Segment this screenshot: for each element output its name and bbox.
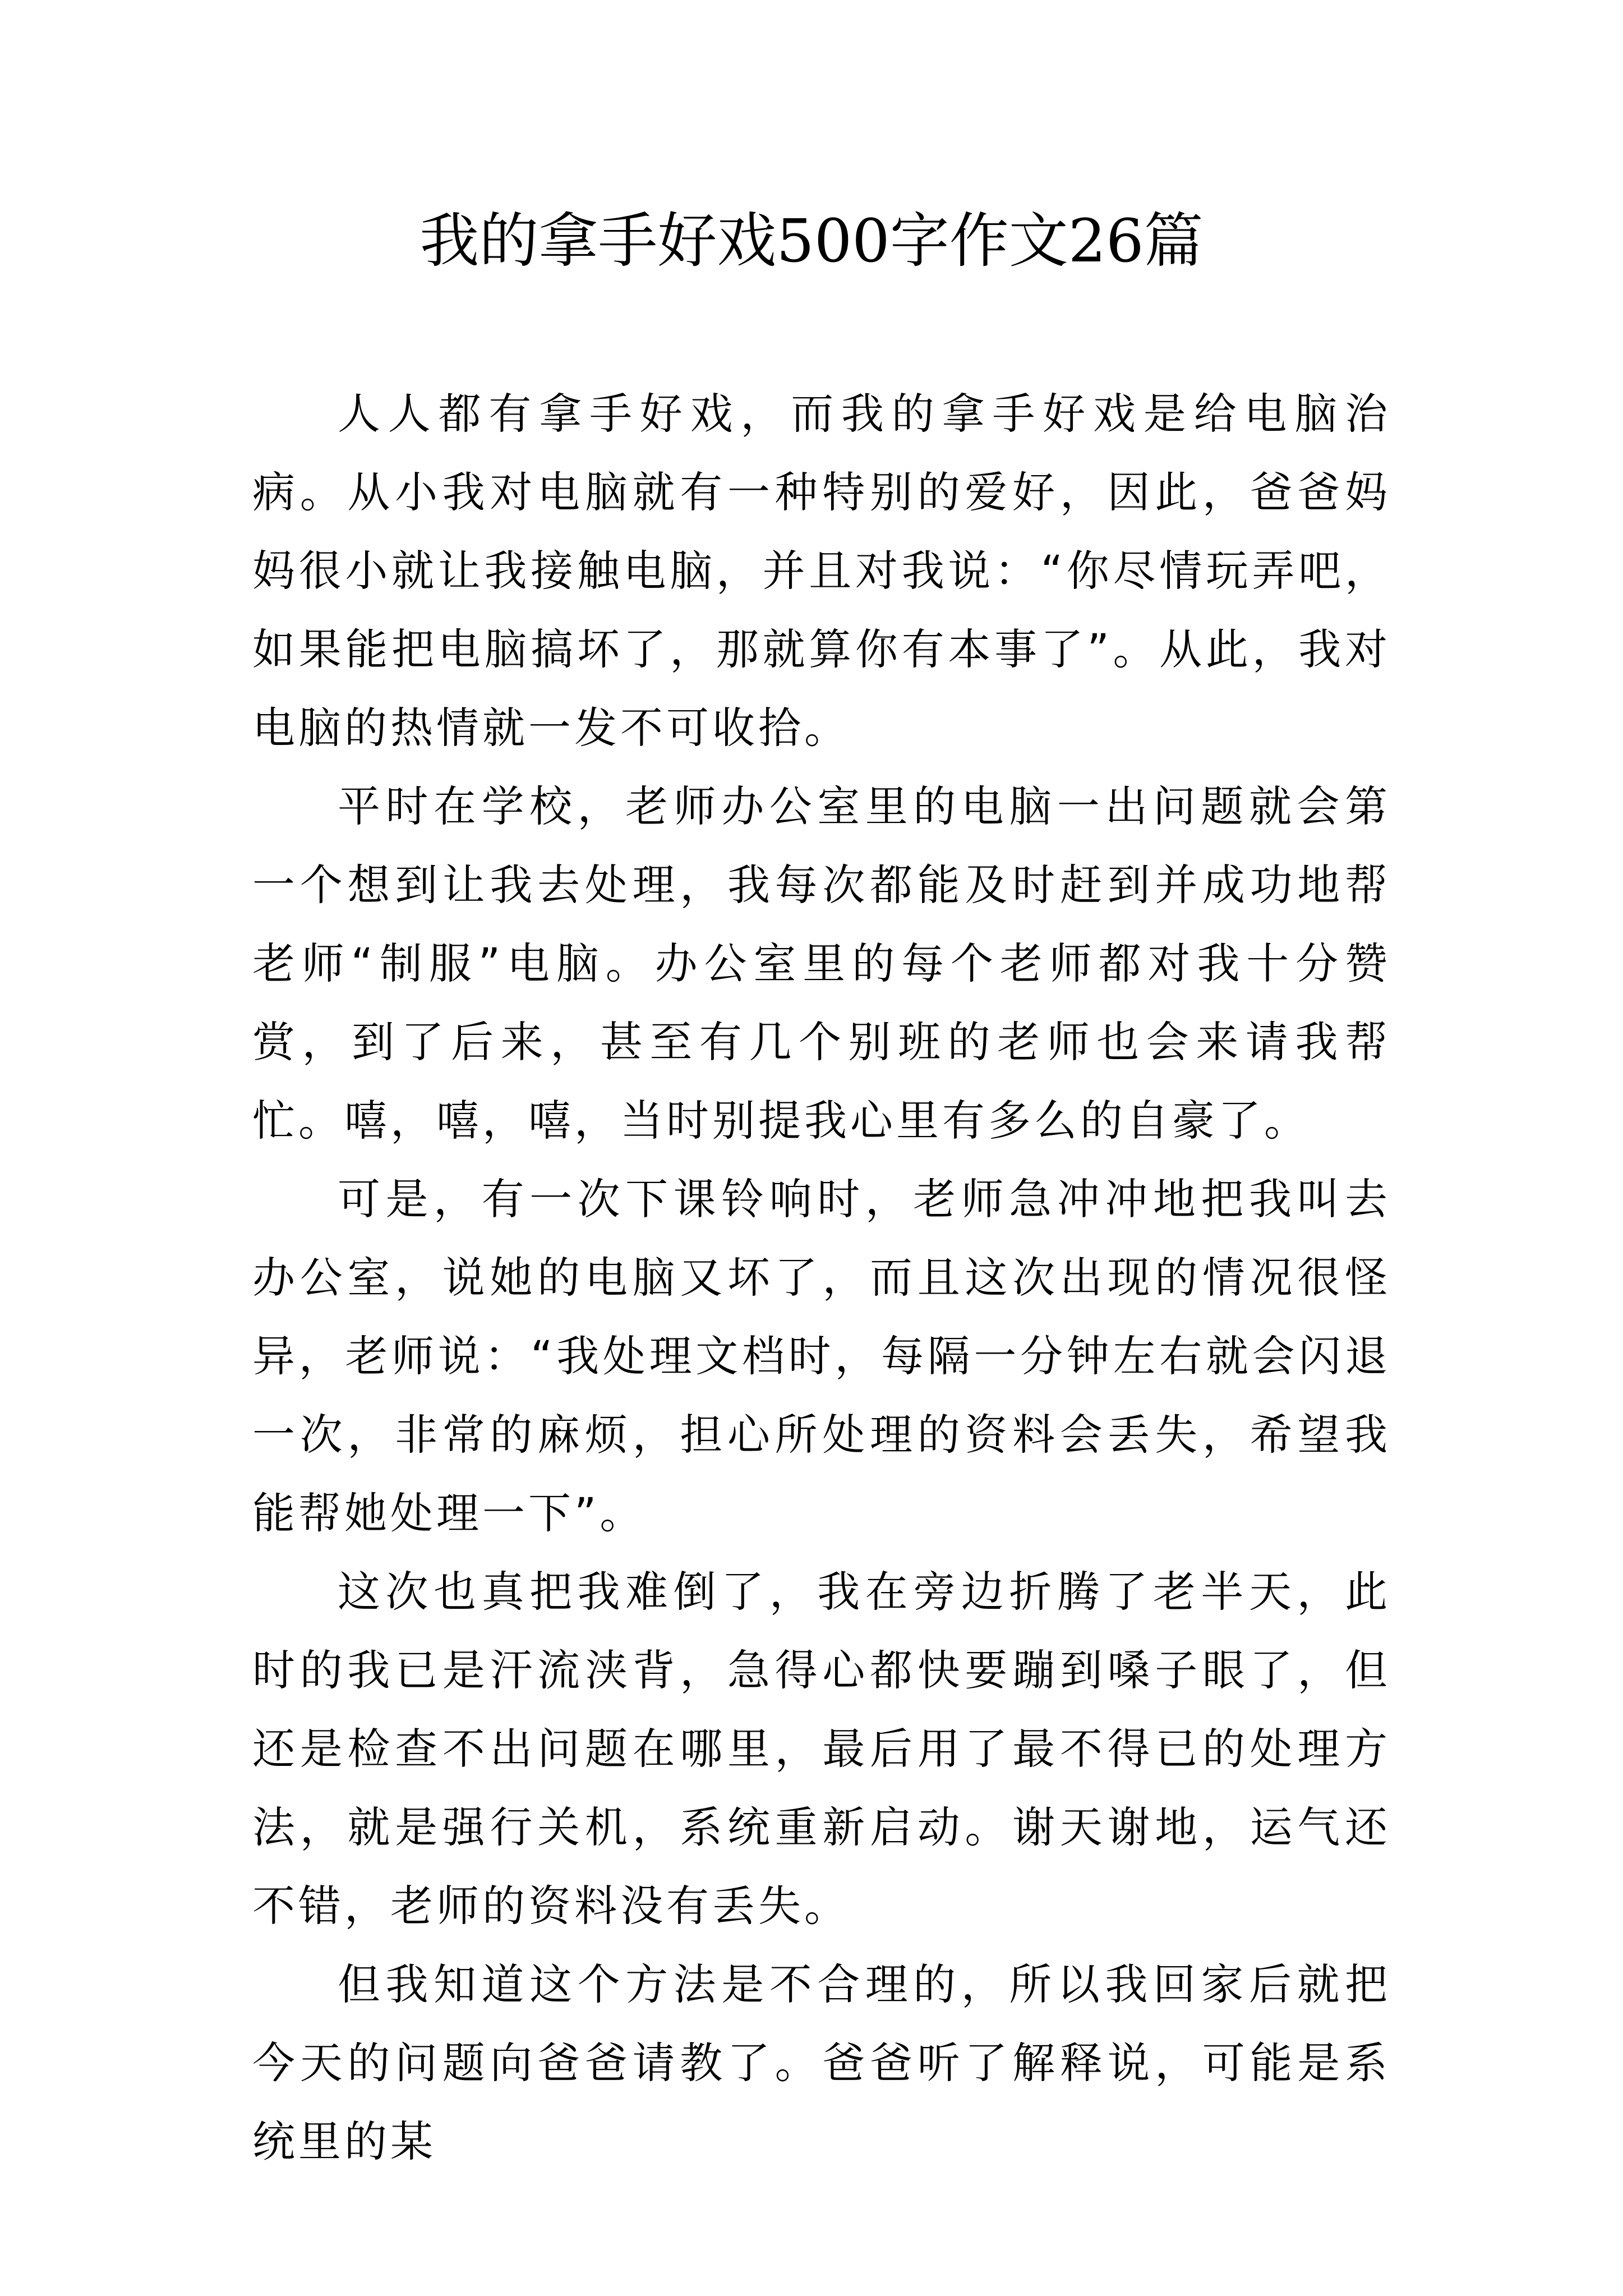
paragraph-2: 平时在学校，老师办公室里的电脑一出问题就会第一个想到让我去处理，我每次都能及时赶到并成功地帮老师“制服”电脑。办公室里的每个老师都对我十分赞赏，到了后来，甚至有几个别班的老师也会来请我帮忙。嘻，嘻，嘻，当时别提我心里有多么的自豪了。 xyxy=(252,781,1391,1145)
paragraph-5: 但我知道这个方法是不合理的，所以我回家后就把今天的问题向爸爸请教了。爸爸听了解释说，可能是系统里的某 xyxy=(252,1959,1391,2166)
essay-body xyxy=(252,375,1391,2181)
paragraph-3: 可是，有一次下课铃响时，老师急冲冲地把我叫去办公室，说她的电脑又坏了，而且这次出现的情况很怪异，老师说：“我处理文档时，每隔一分钟左右就会闪退一次，非常的麻烦，担心所处理的资料会丢失，希望我能帮她处理一下”。 xyxy=(252,1174,1391,1538)
document-title: 我的拿手好戏500字作文26篇 xyxy=(419,206,1204,275)
paragraph-4: 这次也真把我难倒了，我在旁边折腾了老半天，此时的我已是汗流浃背，急得心都快要蹦到嗓子眼了，但还是检查不出问题在哪里，最后用了最不得已的处理方法，就是强行关机，系统重新启动。谢天谢地，运气还不错，老师的资料没有丢失。 xyxy=(252,1567,1391,1931)
paragraph-1: 人人都有拿手好戏，而我的拿手好戏是给电脑治病。从小我对电脑就有一种特别的爱好，因此，爸爸妈妈很小就让我接触电脑，并且对我说：“你尽情玩弄吧，如果能把电脑搞坏了，那就算你有本事了”。从此，我对电脑的热情就一发不可收拾。 xyxy=(252,389,1391,753)
